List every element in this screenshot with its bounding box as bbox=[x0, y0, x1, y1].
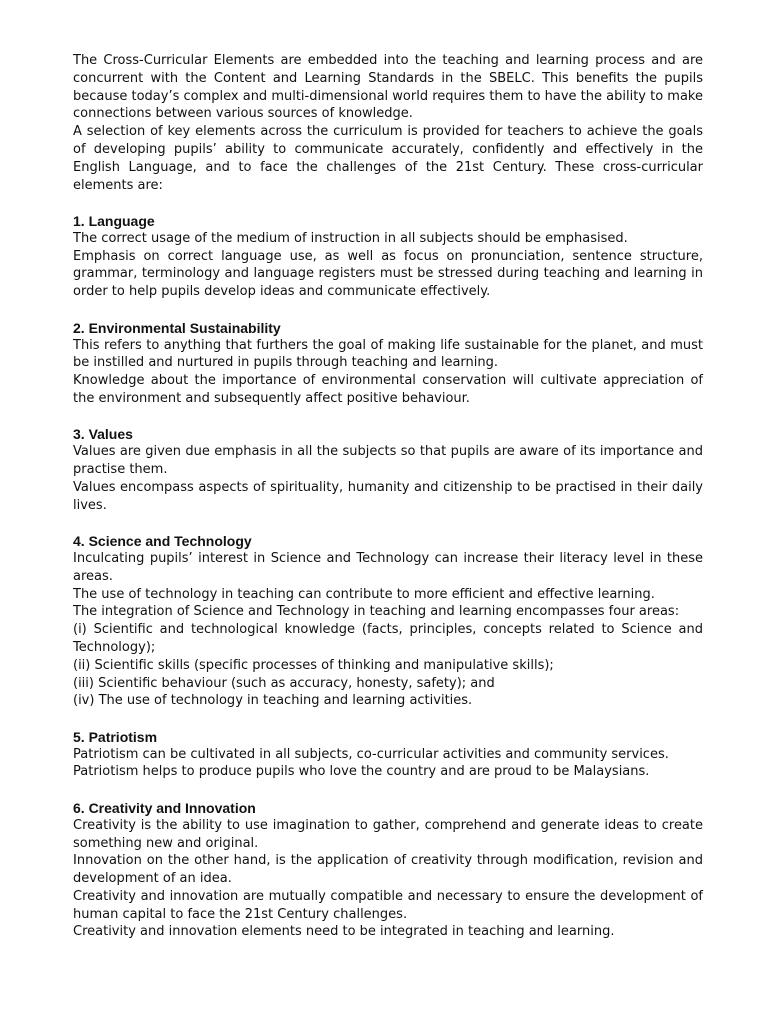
section-values bbox=[73, 425, 703, 514]
section-heading: 4. Science and Technology bbox=[73, 532, 252, 549]
section-patriotism bbox=[73, 728, 703, 782]
section-creativity-innovation bbox=[73, 799, 703, 942]
section-paragraph: Values encompass aspects of spirituality, humanity and citizenship to be practised in their daily lives. bbox=[73, 479, 703, 513]
list-item: (ii) Scientific skills (specific processes of thinking and manipulative skills); bbox=[73, 657, 554, 673]
section-paragraph: Innovation on the other hand, is the application of creativity through modification, revision and development of an idea. bbox=[73, 853, 703, 887]
section-paragraph: Values are given due emphasis in all the subjects so that pupils are aware of its importance and practise them. bbox=[73, 444, 703, 478]
section-paragraph: Knowledge about the importance of environmental conservation will cultivate appreciation of the environment and subsequently affect positive behaviour. bbox=[73, 373, 703, 406]
intro-paragraph: A selection of key elements across the curriculum is provided for teachers to achieve the goals of developing pupils’ ability to communicate accurately, confidently and effectively in the English Language, and to face the challenges of the 21st Century. These cross-curricular elements are: bbox=[73, 124, 703, 193]
intro-paragraph: The Cross-Curricular Elements are embedded into the teaching and learning process and are concurrent with the Content and Learning Standards in the SBELC. This benefits the pupils because today’s complex and multi-dimensional world requires them to have the ability to make connections between various sources of knowledge. bbox=[73, 53, 703, 122]
section-heading: 2. Environmental Sustainability bbox=[73, 319, 281, 336]
section-paragraph: This refers to anything that furthers the goal of making life sustainable for the planet, and must be instilled and nurtured in pupils through teaching and learning. bbox=[73, 337, 703, 371]
list-item: (iii) Scientific behaviour (such as accuracy, honesty, safety); and bbox=[73, 675, 495, 691]
intro-block bbox=[73, 52, 703, 194]
section-paragraph: The use of technology in teaching can contribute to more efficient and effective learning. bbox=[73, 586, 655, 602]
section-paragraph: Patriotism helps to produce pupils who love the country and are proud to be Malaysians. bbox=[73, 764, 650, 780]
section-heading: 3. Values bbox=[73, 426, 133, 443]
list-item: (i) Scientific and technological knowledge (facts, principles, concepts related to Science and Technology); bbox=[73, 622, 703, 655]
list-item: (iv) The use of technology in teaching and learning activities. bbox=[73, 693, 473, 709]
section-paragraph: Creativity and innovation elements need to be integrated in teaching and learning. bbox=[73, 924, 615, 940]
section-paragraph: Inculcating pupils’ interest in Science and Technology can increase their literacy level in these areas. bbox=[73, 550, 703, 584]
section-heading: 6. Creativity and Innovation bbox=[73, 799, 256, 816]
section-paragraph: Emphasis on correct language use, as well as focus on pronunciation, sentence structure, grammar, terminology and language registers must be stressed during teaching and learning in order to help pupils develop ideas and communicate effectively. bbox=[73, 248, 703, 300]
document-page bbox=[73, 52, 703, 941]
section-paragraph: Patriotism can be cultivated in all subjects, co-curricular activities and community services. bbox=[73, 746, 669, 762]
section-science-technology bbox=[73, 532, 703, 710]
section-heading: 5. Patriotism bbox=[73, 728, 158, 745]
section-paragraph: Creativity is the ability to use imagination to gather, comprehend and generate ideas to create something new and original. bbox=[73, 817, 703, 851]
section-paragraph: The correct usage of the medium of instruction in all subjects should be emphasised. bbox=[73, 230, 628, 246]
section-language bbox=[73, 212, 703, 301]
section-paragraph: The integration of Science and Technology in teaching and learning encompasses four areas: bbox=[73, 604, 680, 620]
section-environmental-sustainability bbox=[73, 319, 703, 408]
section-paragraph: Creativity and innovation are mutually compatible and necessary to ensure the development of human capital to face the 21st Century challenges. bbox=[73, 888, 703, 922]
section-heading: 1. Language bbox=[73, 212, 155, 229]
